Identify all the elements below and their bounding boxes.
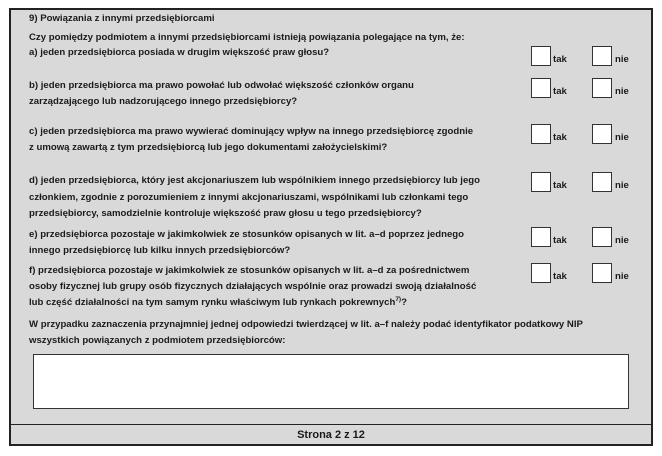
- item-c-no-label: nie: [615, 132, 629, 143]
- item-e-yes-label: tak: [553, 235, 567, 246]
- item-e-no-label: nie: [615, 235, 629, 246]
- item-d-yes-label: tak: [553, 180, 567, 191]
- item-e-yes-checkbox[interactable]: [531, 227, 551, 247]
- instruction-line-2: wszystkich powiązanych z podmiotem przedsiębiorców:: [29, 335, 286, 346]
- footer-divider: [11, 424, 651, 425]
- item-b-line-1: b) jeden przedsiębiorca ma prawo powołać lub odwołać większość członków organu: [29, 80, 414, 91]
- item-a-yes-checkbox[interactable]: [531, 46, 551, 66]
- item-e-line-2: innego przedsiębiorcę lub kilku innych przedsiębiorców?: [29, 245, 291, 256]
- item-d-line-1: d) jeden przedsiębiorca, który jest akcjonariuszem lub wspólnikiem innego przedsiębiorcy lub jego: [29, 175, 481, 186]
- item-c-yes-label: tak: [553, 132, 567, 143]
- item-f-line-2: osoby fizycznej lub grupy osób fizycznych działających wspólnie oraz prowadzi swoją działalność: [29, 281, 477, 292]
- item-c-no-checkbox[interactable]: [592, 124, 612, 144]
- instruction-line-1: W przypadku zaznaczenia przynajmniej jednej odpowiedzi twierdzącej w lit. a–f należy podać identyfikator podatkowy NIP: [29, 319, 583, 330]
- item-e-no-checkbox[interactable]: [592, 227, 612, 247]
- item-c-line-2: z umową zawartą z tym przedsiębiorcą lub jego dokumentami założycielskimi?: [29, 142, 388, 153]
- nip-answer-field[interactable]: [33, 354, 629, 409]
- item-d-line-3: przedsiębiorcy, samodzielnie kontroluje większość praw głosu u tego przedsiębiorcy?: [29, 208, 422, 219]
- item-b-yes-checkbox[interactable]: [531, 78, 551, 98]
- item-f-line-1: f) przedsiębiorca pozostaje w jakimkolwiek ze stosunków opisanych w lit. a–d za pośrednictwem: [29, 265, 470, 276]
- item-c-line-1: c) jeden przedsiębiorca ma prawo wywierać dominujący wpływ na innego przedsiębiorcę zgodnie: [29, 126, 474, 137]
- item-f-tail: ?: [401, 297, 407, 308]
- item-b-no-label: nie: [615, 86, 629, 97]
- item-d-no-checkbox[interactable]: [592, 172, 612, 192]
- item-b-yes-label: tak: [553, 86, 567, 97]
- item-a-line-1: a) jeden przedsiębiorca posiada w drugim większość praw głosu?: [29, 47, 330, 58]
- item-a-no-checkbox[interactable]: [592, 46, 612, 66]
- item-f-yes-checkbox[interactable]: [531, 263, 551, 283]
- page-number: Strona 2 z 12: [297, 429, 365, 441]
- item-d-line-2: członkiem, zgodnie z porozumieniem z innymi akcjonariuszami, wspólnikami lub członkami tego: [29, 192, 469, 203]
- item-b-no-checkbox[interactable]: [592, 78, 612, 98]
- item-c-yes-checkbox[interactable]: [531, 124, 551, 144]
- item-f-no-label: nie: [615, 271, 629, 282]
- item-f-footnote: 7): [395, 295, 402, 303]
- item-f-yes-label: tak: [553, 271, 567, 282]
- section-question: Czy pomiędzy podmiotem a innymi przedsiębiorcami istnieją powiązania polegające na tym, że:: [29, 32, 465, 43]
- item-b-line-2: zarządzającego lub nadzorującego innego przedsiębiorcy?: [29, 96, 298, 107]
- item-d-yes-checkbox[interactable]: [531, 172, 551, 192]
- item-d-no-label: nie: [615, 180, 629, 191]
- item-f-line-3: [29, 295, 407, 311]
- section-title: 9) Powiązania z innymi przedsiębiorcami: [29, 13, 215, 24]
- item-a-no-label: nie: [615, 54, 629, 65]
- item-f-no-checkbox[interactable]: [592, 263, 612, 283]
- item-a-yes-label: tak: [553, 54, 567, 65]
- item-f-line-3-text: lub część działalności na tym samym rynku właściwym lub rynkach pokrewnych: [29, 297, 396, 308]
- form-section-9: [9, 8, 653, 446]
- item-e-line-1: e) przedsiębiorca pozostaje w jakimkolwiek ze stosunków opisanych w lit. a–d poprzez jednego: [29, 229, 465, 240]
